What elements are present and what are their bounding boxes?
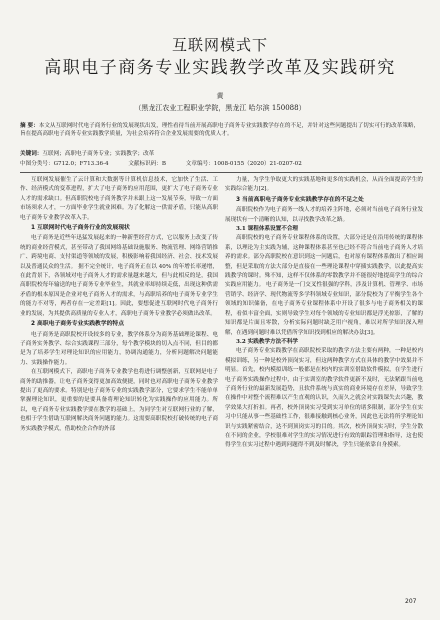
right-column	[225, 176, 423, 451]
left-column	[20, 176, 218, 434]
author: 黄	[216, 92, 224, 100]
divider	[20, 172, 422, 173]
affiliation: （黑龙江农业工程职业学院，黑龙江 哈尔滨 150088）	[134, 104, 306, 112]
section-heading: 3 当前高职电子商务专业实践教学存在的不足之处	[236, 196, 364, 203]
abstract-label: 摘 要：	[20, 123, 39, 129]
keywords	[20, 150, 422, 158]
paragraph: 互联网发展催生了云计算和大数据等计算机信息技术，它加快了生活、工作、经济模式的变革进程，扩大了电子商务的应用范围，更扩大了电子商务专业人才的需求缺口。但高职院校电子商务教学并未跟上这一发展节奏，导致一方面市场须求人才，一方面毕业学生就业困难。为了化解这一供需矛盾，只能从高职电子商务专业教学改革入手。	[20, 177, 218, 221]
classification-line	[20, 160, 422, 168]
section-heading: 2 高职电子商务专业实践教学的特点	[31, 321, 125, 328]
section-heading: 3.2 实践教学方法不科学	[236, 338, 299, 345]
paragraph: 在互联网模式下，高职电子商务专业教学也将进行调整创新，互联网是电子商务的助推器，让电子商务变得更加高效便捷，同时也对高职电子商务专业教学提出了更高的要求。特别是电子商务专业的实践教学部分，它要求学生不能单单掌握理论知识，更重要的是要具备将理论知识转化为实践操作的应用能力。所以，电子商务专业实践教学要在教学的基础上，为同学生对互联网行业的了解，也相于学生借助互联网解决商务问题的能力。这需要高职院校打破传统的电子商务实践教学模式，借助校企合作的外部	[20, 369, 218, 432]
clc-number: 中图分类号：G712.0；F713.36-4	[20, 161, 109, 167]
article-number: 文章编号：1008-0155（2020）21-0207-02	[185, 161, 302, 167]
title-line-1: 互联网模式下	[171, 36, 268, 54]
keywords-label: 关键词：	[20, 151, 43, 157]
section-heading: 1 互联网时代电子商务行业的发展现状	[31, 225, 130, 232]
title-line-2: 高职电子商务专业实践教学改革及实践研究	[44, 58, 396, 78]
abstract-text: 本文从互联网时代电子商务行业的发展现状出发，理性看待当前开展高职电子商务专业实践教学存在的不足，并针对这些问题提出了切实可行的改革策略，旨在提高高职电子商务专业实践教学质量，为社会培养符合企业发展需要的优质人才。	[20, 123, 420, 137]
paragraph: 高职院校作为电子商务一线人才的培养主阵地，必须对当前电子商务行业发展现状有一个清晰的认知，以寻找教学改革之路。	[225, 207, 423, 223]
document-code: 文献标识码：B	[128, 161, 167, 167]
paragraph: 电子商务是高职院校开设较多的专业，教学体系分为商务基础理论课程、电子商务实务教学、综合实践课程三部分，每个教学模块的切入点不同，但目的都是为了培养学生对理论知识的应用能力，协调沟通能力，分析问题解决问题能力、实践操作能力。	[20, 331, 218, 366]
paragraph: 电子商务专业实践教学在高职院校采取的教学方法主要有两种，一种是校内模拟训练，另一种是校外顶岗实习，但这两种教学方式在具体的教学中效果并不明显。首先，校内模拟训练一般都是在校内的实训室借助软件模拟，在学生进行电子商务实践操作过程中，由于实训室的教学软件更新不及时，无法紧跟当前电子商务行业的最新发展趋势，且软件系统与真实的商业环境存在差异，导致学生在操作中对整个流程难以产生直观的认识，久而久之就会对实践课失去兴趣，教学效果大打折扣。再者，校外顶岗实习受到实习单位的诸多限制，部分学生在实习中只能从事一些基础性工作，很难接触到核心业务，因此也无法将所学理论知识与实践紧密结合，达不到顶岗实习的目的。其次，校外顶岗实习时，学生分散在不同的企业，学校很难对学生的实习情况进行有效的跟踪管理和指导，这也使得学生在实习过程中遇到问题得不到及时解决，学生只能依靠自身摸索。	[225, 348, 423, 449]
paragraph: 电子商务是近些年迅猛发展起来的一种新型经营方式，它以服务上改变了传统的商业经营模式，甚至带动了我国网络基础设施服务、物流管理、网络营销推广、跨境电商、支付渠道等领域的发展，积极影响着我国经济、社会、技术发展以及普通民众的生活。 据不完全统计，电子商务正在以 40% 的年增长率递增，在此背景下，各领域对电子商务人才的需求量越来越大，但与此相反的是，我国高职院校每年输送的电子商务专业毕业生，其就业率却持续走低，出现这种供需矛盾的根本原因是企业对电子商务人才的需求，与高职培养的电子商务专业学生的能力不对等，两者存在一定差距[1]。因此，要想促进互联网时代电子商务行业的发展，为其提供高质量的专业人才，高职电子商务专业教学必须做出改革。	[20, 235, 218, 317]
keywords-text: 互联网；高职电子商务专业；实践教学；改革	[42, 151, 155, 157]
abstract	[20, 122, 422, 138]
section-heading: 3.1 课程体系设置不合理	[236, 226, 299, 233]
page-number: 207	[405, 598, 417, 605]
paragraph: 力量，为学生争取更大的实践基地和更多的实践机会，从而全面提高学生的实践综合能力[2]。	[225, 177, 423, 193]
paragraph: 高职院校的电子商务专业课程体系的设置，大部分还是在沿用传统的课程体系，以理论为主实践为辅，这种课程体系甚至也已经不符合当前电子商务人才培养的需求。部分高职院校在意识到这一问题后，也对原有课程体系做出了相应调整，但是采取的方法大部分是直接在一些理论课程中穿插实践教学，以此提高实践教学的课时。殊不知，这样不仅体系的零散教学并不能很好地提高学生的综合实践应用能力。 电子商务是一门交叉性很强的学科，涉及计算机、管理学、市场营销学、经济学、现代物流等多学科领域专业知识，部分院校为了平衡学生各个领域的知识储备，在电子商务专业课程体系中开设了很多与电子商务相关的课程，看似丰富全面，实则导致学生对每个领域的专业知识都是浮光掠影，了解的知识都是片面且零散，分析实际问题时缺乏用户视角，难以对所学知识深入理解，在遇到问题时难以凭借所学知识找到相应的解决办法[3]。	[225, 235, 423, 336]
